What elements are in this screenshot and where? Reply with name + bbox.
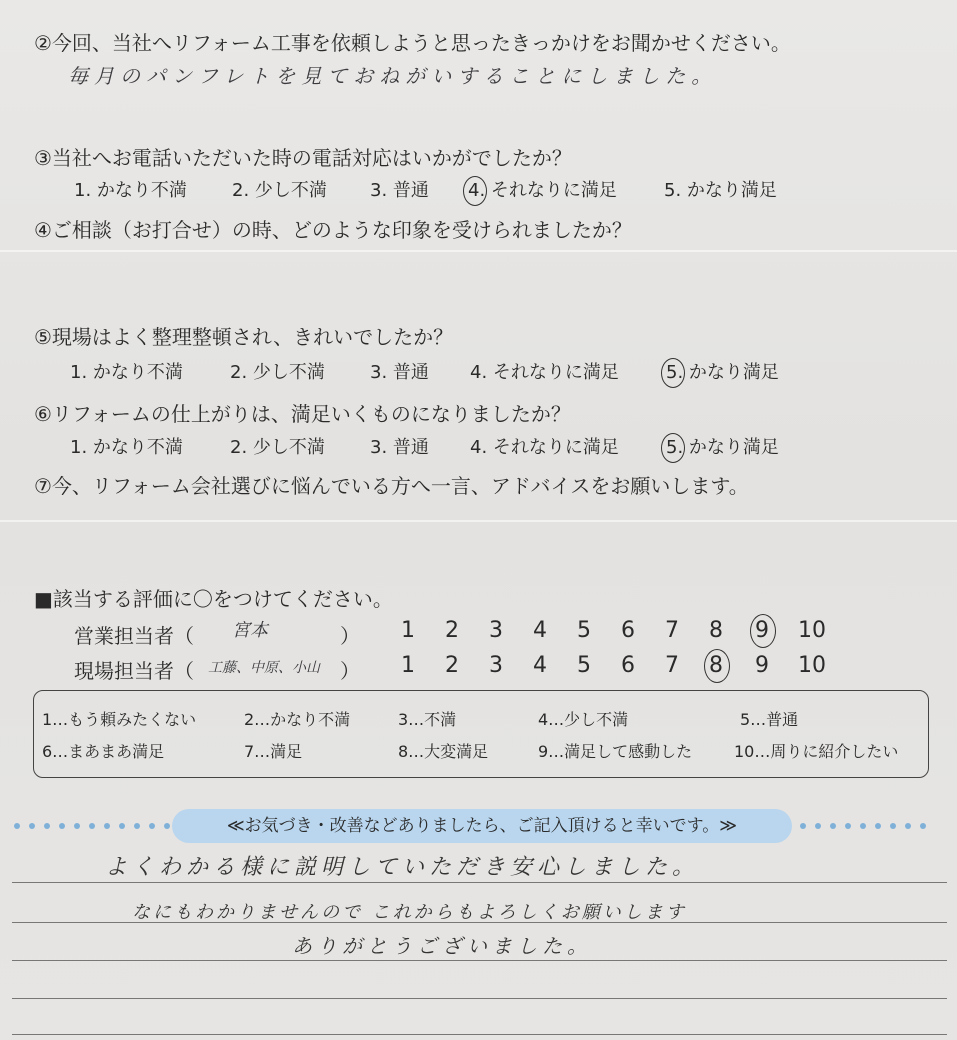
sales-rating-7[interactable]: 7 (665, 618, 679, 643)
site-rating-7[interactable]: 7 (665, 653, 679, 678)
rating-section-title: ■該当する評価に〇をつけてください。 (34, 587, 393, 611)
sales-rating-8[interactable]: 8 (709, 618, 723, 643)
comment-line-2: なにもわかりませんので これからもよろしくお願いします (132, 902, 687, 923)
q5-option-4[interactable]: 4. それなりに満足 (470, 362, 619, 383)
dot-divider-left (14, 821, 185, 831)
question-5: ⑤現場はよく整理整頓され、きれいでしたか？ (34, 325, 454, 349)
site-rating-6[interactable]: 6 (621, 653, 635, 678)
q3-option-4-selected[interactable] (468, 176, 617, 202)
sales-rating-2[interactable]: 2 (445, 618, 459, 643)
site-rating-3[interactable]: 3 (489, 653, 503, 678)
legend-item-5: 5…普通 (740, 710, 799, 729)
q3-option-3[interactable]: 3. 普通 (370, 180, 429, 201)
sales-rating-10[interactable]: 10 (798, 618, 826, 643)
comment-line-3: ありがとうございました。 (292, 934, 592, 958)
sales-rating-6[interactable]: 6 (621, 618, 635, 643)
comment-rule-line (12, 1034, 947, 1035)
comment-rule-line (12, 998, 947, 999)
q6-option-4[interactable]: 4. それなりに満足 (470, 437, 619, 458)
sales-staff-label: 営業担当者（ (74, 624, 194, 648)
legend-item-6: 6…まあまあ満足 (42, 742, 165, 761)
sales-rating-5[interactable]: 5 (577, 618, 591, 643)
legend-item-1: 1…もう頼みたくない (42, 710, 197, 729)
q3-option-4-label: . それなりに満足 (479, 180, 617, 201)
q5-selected-number: 5 (666, 362, 678, 383)
legend-item-7: 7…満足 (244, 742, 303, 761)
q3-option-5[interactable]: 5. かなり満足 (664, 180, 777, 201)
site-rating-4[interactable]: 4 (533, 653, 547, 678)
question-7: ⑦今、リフォーム会社選びに悩んでいる方へ一言、アドバイスをお願いします。 (34, 474, 749, 498)
legend-item-2: 2…かなり不満 (244, 710, 351, 729)
question-6: ⑥リフォームの仕上がりは、満足いくものになりましたか？ (34, 402, 571, 426)
q3-selected-number: 4 (468, 180, 480, 201)
q6-option-5-label: . かなり満足 (677, 437, 779, 458)
dot-divider-right (800, 821, 926, 831)
site-rating-2[interactable]: 2 (445, 653, 459, 678)
legend-item-8: 8…大変満足 (398, 742, 489, 761)
site-rating-1[interactable]: 1 (401, 653, 415, 678)
q3-option-2[interactable]: 2. 少し不満 (232, 180, 327, 201)
site-rating-8[interactable]: 8 (696, 653, 736, 678)
site-rating-5[interactable]: 5 (577, 653, 591, 678)
q5-option-5-label: . かなり満足 (677, 362, 779, 383)
comment-line-1: よくわかる様に説明していただき安心しました。 (105, 855, 700, 880)
sales-rating-1[interactable]: 1 (401, 618, 415, 643)
site-rating-10[interactable]: 10 (798, 653, 826, 678)
q6-option-3[interactable]: 3. 普通 (370, 437, 429, 458)
comment-rule-line (12, 882, 947, 883)
sales-rating-9[interactable]: 9 (742, 618, 782, 643)
q6-option-1[interactable]: 1. かなり不満 (70, 437, 183, 458)
q6-option-2[interactable]: 2. 少し不満 (230, 437, 325, 458)
rating-legend-box (33, 690, 929, 778)
site-staff-name: 工藤、中原、小山 (208, 660, 320, 676)
site-close-paren: ） (340, 659, 360, 683)
paper-fold (0, 520, 957, 522)
answer-2-handwriting: 毎月のパンフレトを見ておねがいすることにしました。 (68, 64, 718, 88)
sales-rating-3[interactable]: 3 (489, 618, 503, 643)
sales-staff-name: 宮本 (232, 620, 268, 641)
question-4: ④ご相談（お打合せ）の時、どのような印象を受けられましたか？ (34, 218, 632, 242)
q5-option-5-selected[interactable] (666, 358, 779, 384)
q5-option-1[interactable]: 1. かなり不満 (70, 362, 183, 383)
question-3: ③当社へお電話いただいた時の電話対応はいかがでしたか？ (34, 146, 572, 170)
sales-rating-4[interactable]: 4 (533, 618, 547, 643)
q5-option-3[interactable]: 3. 普通 (370, 362, 429, 383)
site-staff-label: 現場担当者（ (74, 659, 194, 683)
q6-option-5-selected[interactable] (666, 433, 779, 459)
q5-option-2[interactable]: 2. 少し不満 (230, 362, 325, 383)
question-2: ②今回、当社へリフォーム工事を依頼しようと思ったきっかけをお聞かせください。 (34, 31, 791, 55)
q6-selected-number: 5 (666, 437, 678, 458)
paper-fold (0, 250, 957, 252)
legend-item-4: 4…少し不満 (538, 710, 629, 729)
q3-option-1[interactable]: 1. かなり不満 (74, 180, 187, 201)
legend-item-3: 3…不満 (398, 710, 457, 729)
legend-item-9: 9…満足して感動した (538, 742, 693, 761)
legend-item-10: 10…周りに紹介したい (734, 742, 899, 761)
comment-banner: ≪お気づき・改善などありましたら、ご記入頂けると幸いです。≫ (172, 809, 792, 843)
site-rating-9[interactable]: 9 (755, 653, 769, 678)
sales-close-paren: ） (340, 624, 360, 648)
comment-rule-line (12, 960, 947, 961)
